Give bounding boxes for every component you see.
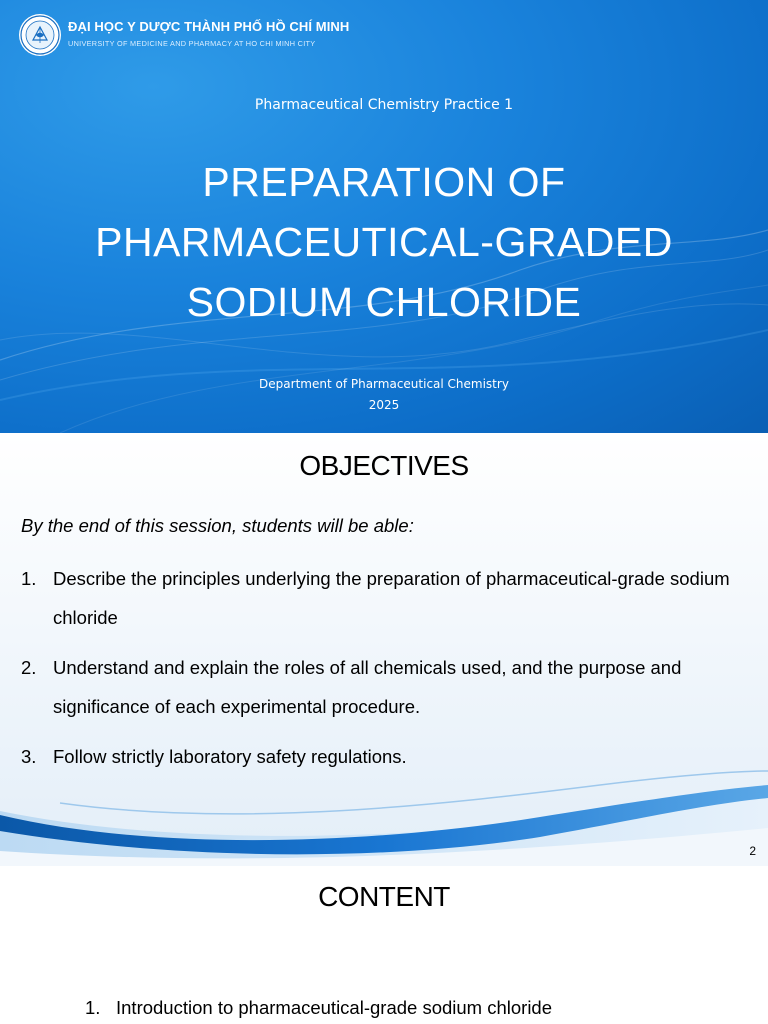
university-logo <box>18 13 62 57</box>
slide-title: CONTENT <box>318 881 450 912</box>
title-slide <box>0 0 768 433</box>
department-name: Department of Pharmaceutical Chemistry <box>259 377 509 391</box>
list-item <box>21 737 756 776</box>
objectives-list <box>21 559 756 787</box>
university-name: ĐẠI HỌC Y DƯỢC THÀNH PHỐ HỒ CHÍ MINH <box>68 19 350 34</box>
list-item <box>21 559 756 637</box>
slide-title <box>0 152 768 332</box>
item-number: 3. <box>21 746 37 767</box>
slide-title: OBJECTIVES <box>299 450 469 481</box>
content-slide <box>0 866 768 1024</box>
title-line: PHARMACEUTICAL-GRADED <box>95 219 673 265</box>
item-text: Introduction to pharmaceutical-grade sodium chloride <box>116 997 553 1018</box>
title-line: SODIUM CHLORIDE <box>186 279 582 325</box>
objectives-intro: By the end of this session, students will be able: <box>21 515 414 536</box>
university-subtitle: UNIVERSITY OF MEDICINE AND PHARMACY AT HO CHI MINH CITY <box>68 39 316 48</box>
title-line: PREPARATION OF <box>202 159 566 205</box>
item-text: Understand and explain the roles of all chemicals used, and the purpose and significance of each experimental procedure. <box>53 657 682 717</box>
item-text: Describe the principles underlying the preparation of pharmaceutical-grade sodium chloride <box>53 568 730 628</box>
objectives-slide <box>0 433 768 866</box>
year: 2025 <box>368 398 400 412</box>
item-text: Follow strictly laboratory safety regulations. <box>53 746 407 767</box>
item-number: 1. <box>85 997 101 1018</box>
item-number: 1. <box>21 568 37 589</box>
university-seal-icon <box>18 13 62 57</box>
item-number: 2. <box>21 657 37 678</box>
course-name: Pharmaceutical Chemistry Practice 1 <box>254 97 514 113</box>
list-item <box>85 997 552 1019</box>
page-number: 2 <box>749 844 756 858</box>
list-item <box>21 648 756 726</box>
